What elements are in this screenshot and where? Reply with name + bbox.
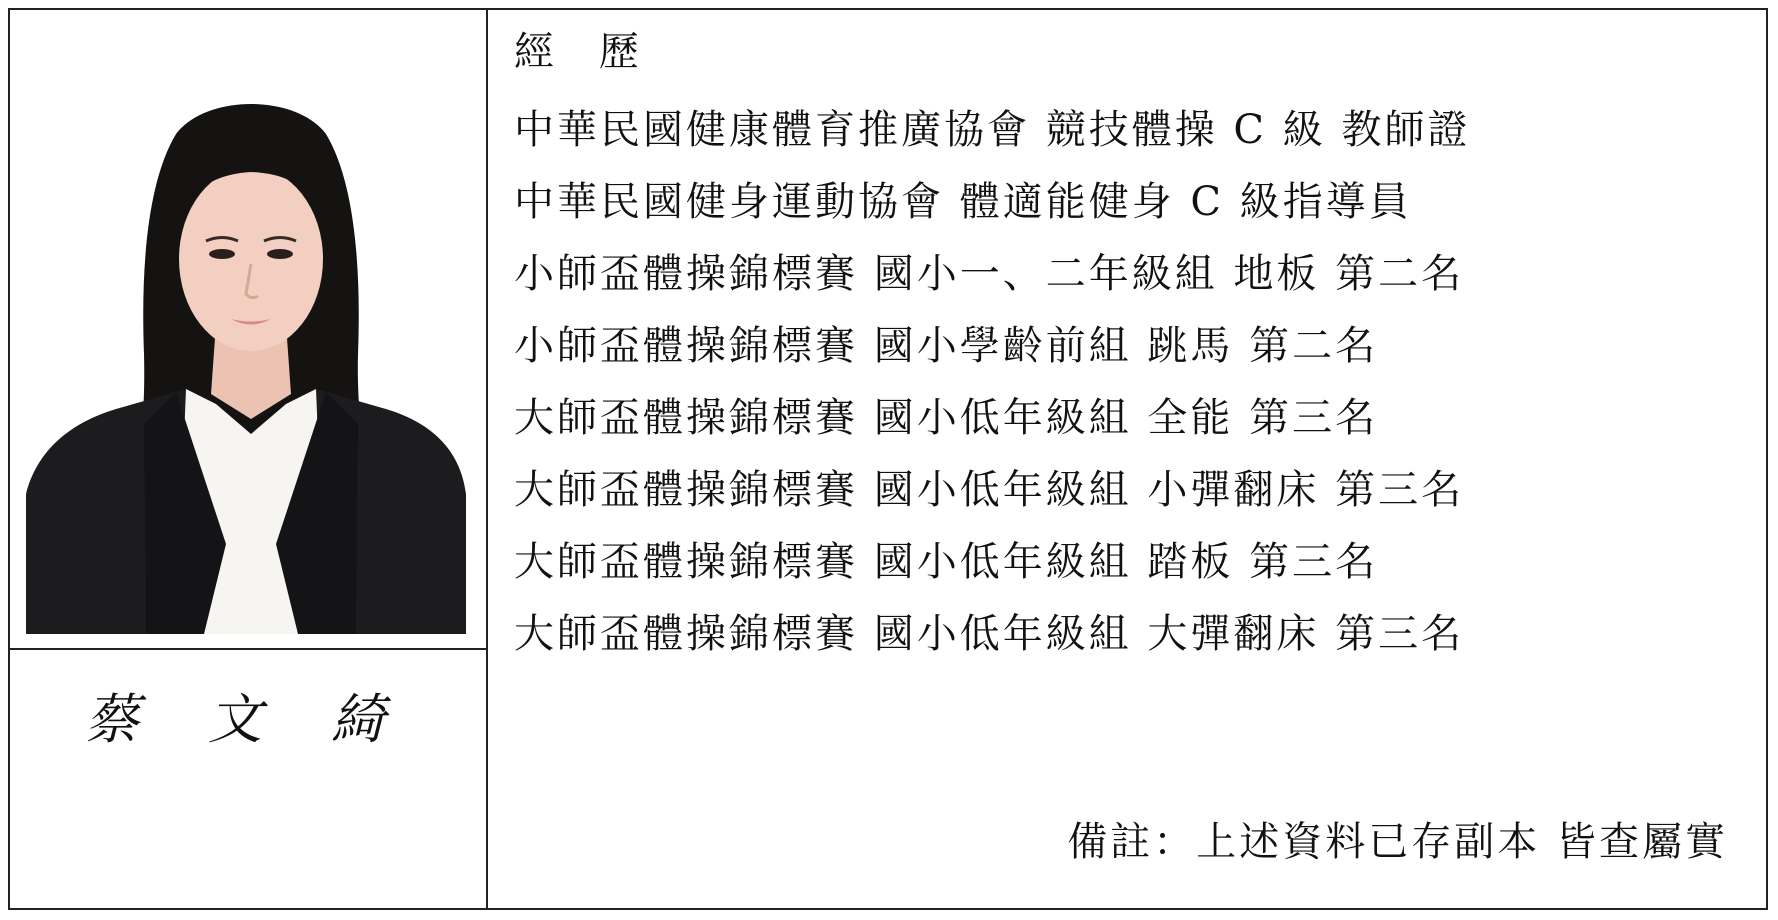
profile-card xyxy=(8,8,1768,910)
experience-heading: 經 歷 xyxy=(514,29,655,75)
experience-item: 小師盃體操錦標賽 國小一、二年級組 地板 第二名 xyxy=(514,251,1465,297)
portrait-photo xyxy=(26,74,466,634)
experience-item: 中華民國健康體育推廣協會 競技體操 C 級 教師證 xyxy=(514,107,1471,153)
experience-list xyxy=(514,94,1470,670)
experience-item: 大師盃體操錦標賽 國小低年級組 大彈翻床 第三名 xyxy=(514,611,1465,657)
profile-column xyxy=(10,10,488,908)
experience-column xyxy=(488,10,1766,908)
experience-item: 大師盃體操錦標賽 國小低年級組 全能 第三名 xyxy=(514,395,1379,441)
portrait-illustration xyxy=(26,74,466,634)
remark-note: 備註：上述資料已存副本 皆查屬實 xyxy=(1067,819,1728,865)
name-cell xyxy=(10,650,486,908)
photo-cell xyxy=(10,10,486,650)
person-name: 蔡 文 綺 xyxy=(84,688,412,751)
experience-item: 大師盃體操錦標賽 國小低年級組 小彈翻床 第三名 xyxy=(514,467,1465,513)
experience-item: 大師盃體操錦標賽 國小低年級組 踏板 第三名 xyxy=(514,539,1379,585)
experience-item: 中華民國健身運動協會 體適能健身 C 級指導員 xyxy=(514,179,1412,225)
experience-item: 小師盃體操錦標賽 國小學齡前組 跳馬 第二名 xyxy=(514,323,1379,369)
